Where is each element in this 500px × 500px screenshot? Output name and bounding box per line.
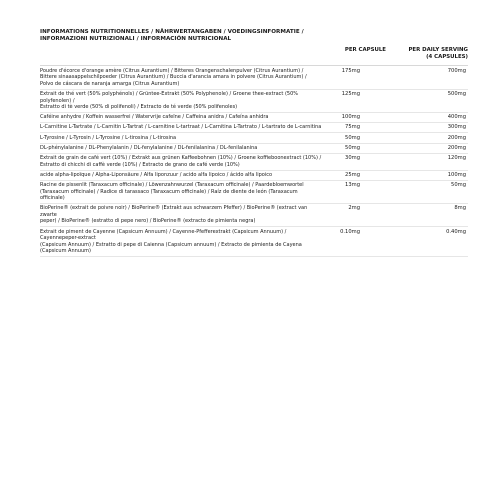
- per-serving-value: 8mg: [454, 205, 466, 212]
- per-capsule-value: 30mg: [345, 155, 360, 161]
- table-row: [40, 181, 468, 204]
- column-header-row: [40, 47, 468, 66]
- table-row: [40, 113, 468, 123]
- per-capsule-value: 100mg: [341, 114, 360, 121]
- per-capsule-value: 75mg: [345, 124, 360, 131]
- table-row: [40, 171, 468, 181]
- ingredient-name: Extrait de thé vert (50% polyphénols) / Grüntee-Extrakt (50% Polyphenole) / Groene thee-extract (50% polyfenolen) / Estratto di tè verde (50% di polifenoli) / Extracto de té verde (50% polifenoles): [40, 90, 299, 111]
- table-row: [40, 144, 468, 154]
- ingredient-name: Racine de pissenlit (Taraxacum officinale) / Löwenzahnwurzel (Taraxacum officinale) / Paardebloemwortel (Taraxacum officinale) / Radice di tarassaco (Taraxacum officinale) / Raíz de diente de león (Taraxacum officinale): [40, 181, 304, 202]
- per-serving-value: 500mg: [447, 90, 466, 97]
- per-serving-value: 200mg: [447, 144, 466, 151]
- per-capsule-value: 175mg: [341, 67, 360, 74]
- ingredient-name: L-Carnitine L-Tartrate / L-Carnitin L-Tartrat / L-carnitine L-tartraat / L-Carnitina L-Tartrato / L-tartrato de L-carnitina: [40, 124, 322, 131]
- per-capsule-value: 2mg: [348, 205, 360, 212]
- per-serving-value: 300mg: [447, 124, 466, 131]
- ingredient-name: Poudre d'écorce d'orange amère (Citrus Aurantium) / Bitteres Orangenschalenpulver (Citrus Aurantium) / Bittere sinaasappelschilpoeder (Citrus Aurantium) / Buccia d'arancia amara in polvere (Citrus Aurantium) / Polvo de cáscara de naranja amarga (Citrus Aurantium): [40, 67, 307, 87]
- column-header-per-serving-line-2: (4 CAPSULES): [426, 54, 468, 61]
- column-header-per-serving: [408, 47, 468, 61]
- ingredient-name: acide alpha-lipoïque / Alpha-Liponsäure / Alfa liponzuur / acido alfa lipoico / ácido alfa lipoico: [40, 171, 273, 178]
- per-capsule-value: 25mg: [345, 171, 360, 178]
- nutrition-panel: [40, 29, 468, 257]
- table-row: [40, 204, 468, 227]
- per-serving-value: 50mg: [451, 181, 466, 188]
- per-serving-value: 120mg: [447, 155, 466, 161]
- ingredient-name: DL-phénylalanine / DL-Phenylalanin / DL-fenylalanine / DL-fenilalanina / DL-fenilalanina: [40, 144, 258, 151]
- ingredient-name: Extrait de grain de café vert (10%) / Extrakt aus grünen Kaffeebohnen (10%) / Groene koffieboonextract (10%) / Estratto di chicchi di caffè verde (10%) / Extracto de grano de café verde (10%): [40, 155, 322, 168]
- table-row: [40, 154, 468, 171]
- per-capsule-value: 0.10mg: [340, 228, 360, 235]
- per-capsule-value: 13mg: [345, 181, 360, 188]
- ingredient-name: L-Tyrosine / L-Tyrosin / L-Tyrosine / L-tirosina / L-tirosina: [40, 134, 177, 141]
- per-capsule-value: 50mg: [345, 134, 360, 141]
- panel-title-line-2: INFORMAZIONI NUTRIZIONALI / INFORMACIÓN NUTRICIONAL: [40, 36, 232, 43]
- nutrition-table: [40, 66, 468, 257]
- per-serving-value: 700mg: [447, 67, 466, 74]
- table-row: [40, 227, 468, 257]
- column-header-per-capsule: PER CAPSULE: [344, 47, 386, 54]
- per-serving-value: 400mg: [447, 114, 466, 121]
- panel-title-line-1: INFORMATIONS NUTRITIONNELLES / NÄHRWERTANGABEN / VOEDINGSINFORMATIE /: [40, 29, 304, 35]
- table-row: [40, 90, 468, 113]
- ingredient-name: Extrait de piment de Cayenne (Capsicum Annuum) / Cayenne-Pfefferextrakt (Capsicum Annuum) / Cayennepeper-extract (Capsicum Annuum) / Estratto di pepe di Caienna (Capsicum annuum) / Extracto de pimienta de Cayena (Capsicum Annuum): [40, 228, 302, 255]
- table-row: [40, 66, 468, 89]
- panel-title: [40, 29, 468, 43]
- per-serving-value: 200mg: [447, 134, 466, 141]
- per-capsule-value: 50mg: [345, 144, 360, 151]
- table-row: [40, 133, 468, 143]
- column-header-per-serving-line-1: PER DAILY SERVING: [408, 47, 468, 54]
- ingredient-name: BioPerine® (extrait de poivre noir) / BioPerine® (Extrakt aus schwarzem Pfeffer) / BioPerine® (extract van zwarte peper) / BioPerine® (estratto di pepe nero) / BioPerine® (extracto de pimienta negra): [40, 205, 308, 225]
- per-capsule-value: 125mg: [341, 90, 360, 97]
- per-serving-value: 100mg: [447, 171, 466, 178]
- ingredient-name: Caféine anhydre / Koffein wasserfrei / Watervrije cafeïne / Caffeina anidra / Cafeína anhidra: [40, 114, 269, 121]
- per-serving-value: 0.40mg: [446, 228, 466, 235]
- table-row: [40, 123, 468, 133]
